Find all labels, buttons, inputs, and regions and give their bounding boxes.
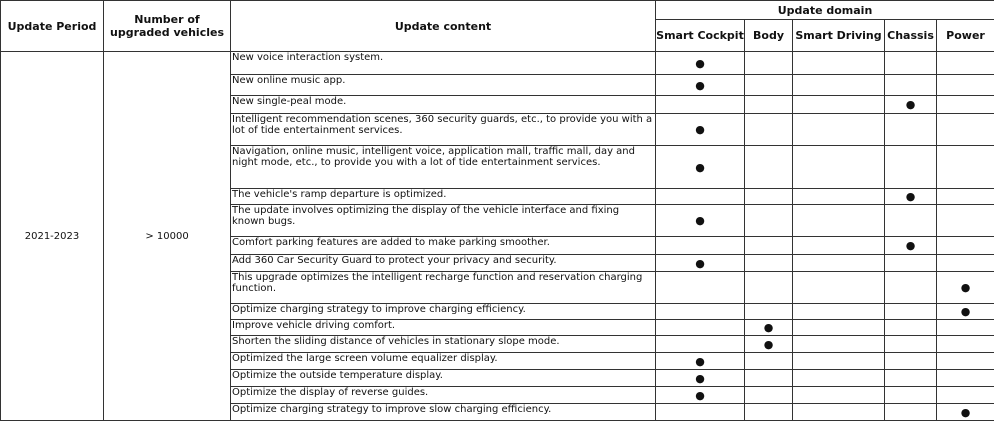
domain-cell-smart-cockpit: [656, 320, 745, 336]
header-domain-smart-driving: Smart Driving: [793, 20, 885, 52]
update-period-cell: 2021-2023: [1, 52, 104, 421]
update-content-cell: Optimize charging strategy to improve charging efficiency.: [231, 304, 656, 320]
domain-cell-smart-driving: [793, 146, 885, 189]
domain-cell-body: [745, 114, 793, 146]
domain-cell-chassis: [885, 52, 937, 75]
bullet-mark-icon: ●: [905, 190, 916, 203]
bullet-mark-icon: ●: [905, 98, 916, 111]
domain-cell-smart-cockpit: [656, 255, 745, 272]
domain-cell-chassis: [885, 96, 937, 114]
header-upgraded-vehicles-line1: Number of: [134, 13, 200, 26]
domain-cell-body: [745, 96, 793, 114]
bullet-mark-icon: ●: [763, 337, 774, 351]
update-content-cell: New online music app.: [231, 75, 656, 96]
domain-cell-smart-driving: [793, 387, 885, 404]
domain-cell-smart-cockpit: [656, 404, 745, 421]
update-content-cell: Optimize the outside temperature display.: [231, 370, 656, 387]
domain-cell-power: [937, 146, 994, 189]
domain-cell-chassis: [885, 320, 937, 336]
domain-cell-power: [937, 205, 994, 237]
bullet-mark-icon: ●: [695, 214, 705, 227]
domain-cell-power: [937, 320, 994, 336]
update-content-cell: Optimized the large screen volume equalizer display.: [231, 353, 656, 370]
domain-cell-chassis: [885, 75, 937, 96]
update-content-cell: Navigation, online music, intelligent voice, application mall, traffic mall, day and night mode, etc., to provide you with a lot of tide entertainment services.: [231, 146, 656, 189]
domain-cell-smart-driving: [793, 96, 885, 114]
update-content-cell: Optimize charging strategy to improve slow charging efficiency.: [231, 404, 656, 421]
header-domain-chassis: Chassis: [885, 20, 937, 52]
table-body: [1, 52, 994, 421]
domain-cell-body: [745, 237, 793, 255]
domain-cell-smart-cockpit: [656, 272, 745, 304]
domain-cell-smart-driving: [793, 237, 885, 255]
bullet-mark-icon: ●: [695, 354, 705, 368]
domain-cell-chassis: [885, 304, 937, 320]
domain-cell-smart-driving: [793, 52, 885, 75]
header-update-period: Update Period: [1, 1, 104, 52]
domain-cell-smart-driving: [793, 255, 885, 272]
domain-cell-chassis: [885, 387, 937, 404]
domain-cell-smart-cockpit: [656, 52, 745, 75]
domain-cell-chassis: [885, 370, 937, 387]
domain-cell-power: [937, 304, 994, 320]
domain-cell-body: [745, 189, 793, 205]
bullet-mark-icon: ●: [695, 371, 705, 385]
domain-cell-smart-driving: [793, 336, 885, 353]
domain-cell-smart-cockpit: [656, 387, 745, 404]
domain-cell-power: [937, 404, 994, 421]
domain-cell-body: [745, 370, 793, 387]
update-content-cell: New single-peal mode.: [231, 96, 656, 114]
domain-cell-chassis: [885, 205, 937, 237]
domain-cell-body: [745, 336, 793, 353]
update-content-cell: Intelligent recommendation scenes, 360 security guards, etc., to provide you with a lot of tide entertainment services.: [231, 114, 656, 146]
domain-cell-smart-cockpit: [656, 75, 745, 96]
domain-cell-smart-cockpit: [656, 205, 745, 237]
domain-cell-body: [745, 52, 793, 75]
bullet-mark-icon: ●: [695, 256, 705, 270]
update-content-cell: Add 360 Car Security Guard to protect your privacy and security.: [231, 255, 656, 272]
domain-cell-smart-cockpit: [656, 146, 745, 189]
update-content-cell: Shorten the sliding distance of vehicles in stationary slope mode.: [231, 336, 656, 353]
domain-cell-smart-driving: [793, 189, 885, 205]
header-domain-smart-cockpit: Smart Cockpit: [656, 20, 745, 52]
header-upgraded-vehicles-line2: upgraded vehicles: [110, 26, 224, 39]
domain-cell-chassis: [885, 272, 937, 304]
domain-cell-smart-driving: [793, 75, 885, 96]
bullet-mark-icon: ●: [695, 123, 705, 136]
domain-cell-body: [745, 75, 793, 96]
update-content-cell: The vehicle's ramp departure is optimized.: [231, 189, 656, 205]
domain-cell-power: [937, 353, 994, 370]
domain-cell-power: [937, 189, 994, 205]
update-content-cell: This upgrade optimizes the intelligent recharge function and reservation charging function.: [231, 272, 656, 304]
domain-cell-body: [745, 146, 793, 189]
domain-cell-smart-cockpit: [656, 304, 745, 320]
update-content-cell: Improve vehicle driving comfort.: [231, 320, 656, 336]
domain-cell-smart-cockpit: [656, 237, 745, 255]
domain-cell-chassis: [885, 114, 937, 146]
update-content-cell: The update involves optimizing the display of the vehicle interface and fixing known bugs.: [231, 205, 656, 237]
domain-cell-smart-driving: [793, 404, 885, 421]
domain-cell-power: [937, 114, 994, 146]
domain-cell-body: [745, 387, 793, 404]
domain-cell-chassis: [885, 336, 937, 353]
domain-cell-chassis: [885, 189, 937, 205]
bullet-mark-icon: ●: [695, 56, 705, 70]
domain-cell-power: [937, 75, 994, 96]
domain-cell-power: [937, 237, 994, 255]
domain-cell-power: [937, 255, 994, 272]
bullet-mark-icon: ●: [960, 405, 971, 419]
domain-cell-chassis: [885, 404, 937, 421]
domain-cell-smart-cockpit: [656, 189, 745, 205]
header-domain-power: Power: [937, 20, 994, 52]
bullet-mark-icon: ●: [695, 160, 705, 174]
update-content-cell: Optimize the display of reverse guides.: [231, 387, 656, 404]
domain-cell-chassis: [885, 255, 937, 272]
domain-cell-smart-driving: [793, 205, 885, 237]
upgraded-vehicles-cell: > 10000: [104, 52, 231, 421]
table-row: [1, 52, 994, 75]
header-update-domain: Update domain: [656, 1, 994, 20]
domain-cell-smart-cockpit: [656, 353, 745, 370]
domain-cell-chassis: [885, 353, 937, 370]
bullet-mark-icon: ●: [960, 281, 971, 294]
bullet-mark-icon: ●: [763, 321, 774, 334]
update-content-cell: New voice interaction system.: [231, 52, 656, 75]
domain-cell-body: [745, 304, 793, 320]
domain-cell-body: [745, 353, 793, 370]
domain-cell-body: [745, 272, 793, 304]
domain-cell-power: [937, 96, 994, 114]
header-domain-body: Body: [745, 20, 793, 52]
domain-cell-power: [937, 52, 994, 75]
domain-cell-smart-cockpit: [656, 370, 745, 387]
domain-cell-smart-driving: [793, 272, 885, 304]
domain-cell-smart-driving: [793, 320, 885, 336]
domain-cell-body: [745, 255, 793, 272]
domain-cell-smart-driving: [793, 304, 885, 320]
bullet-mark-icon: ●: [695, 78, 705, 92]
domain-cell-body: [745, 205, 793, 237]
bullet-mark-icon: ●: [960, 305, 971, 318]
domain-cell-power: [937, 336, 994, 353]
domain-cell-body: [745, 320, 793, 336]
domain-cell-body: [745, 404, 793, 421]
update-content-cell: Comfort parking features are added to make parking smoother.: [231, 237, 656, 255]
domain-cell-smart-cockpit: [656, 96, 745, 114]
domain-cell-chassis: [885, 237, 937, 255]
domain-cell-chassis: [885, 146, 937, 189]
domain-cell-smart-cockpit: [656, 114, 745, 146]
bullet-mark-icon: ●: [905, 239, 916, 252]
domain-cell-smart-driving: [793, 114, 885, 146]
domain-cell-power: [937, 370, 994, 387]
bullet-mark-icon: ●: [695, 388, 705, 402]
domain-cell-smart-driving: [793, 370, 885, 387]
domain-cell-power: [937, 272, 994, 304]
header-upgraded-vehicles: [104, 1, 231, 52]
header-update-content: Update content: [231, 1, 656, 52]
domain-cell-smart-driving: [793, 353, 885, 370]
domain-cell-power: [937, 387, 994, 404]
domain-cell-smart-cockpit: [656, 336, 745, 353]
